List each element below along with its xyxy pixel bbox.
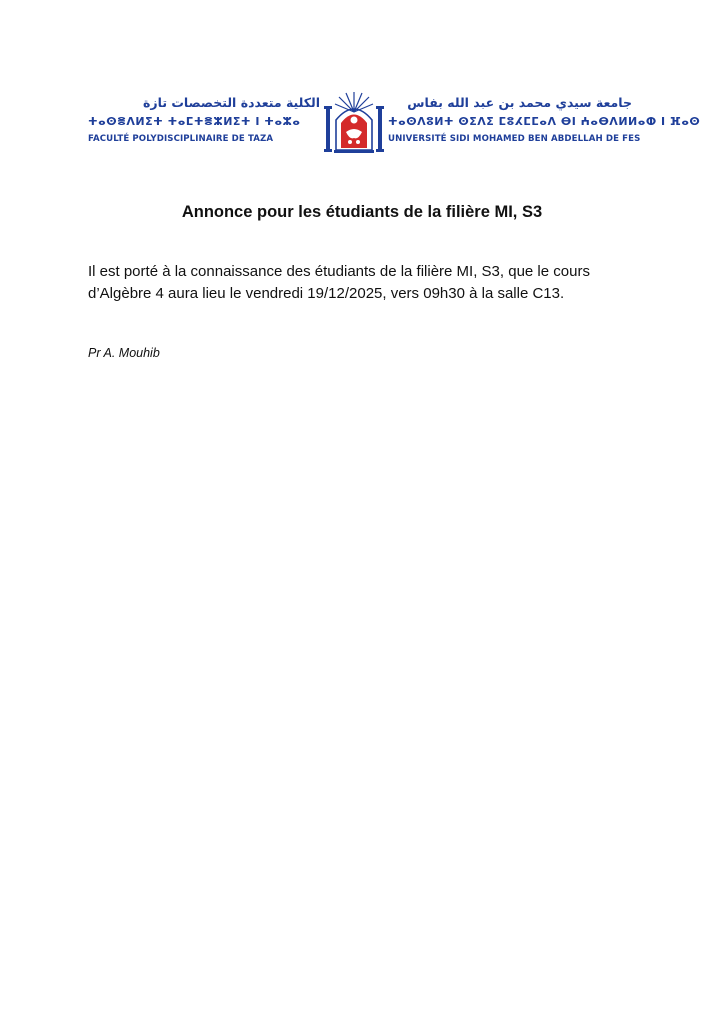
letterhead <box>88 90 701 154</box>
faculty-header <box>88 96 320 145</box>
university-crest-icon <box>324 90 384 154</box>
faculty-name-tifinagh: ⵜⴰⵙⴻⴷⵍⵉⵜ ⵜⴰⵎⵜⴻⵣⵍⵉⵜ ⵏ ⵜⴰⵣⴰ <box>88 115 301 128</box>
announcement-body <box>88 261 644 305</box>
announcement-title: Annonce pour les étudiants de la filière MI, S3 <box>181 203 543 221</box>
university-header <box>388 95 701 145</box>
faculty-name-latin: FACULTÉ POLYDISCIPLINAIRE DE TAZA <box>88 134 274 144</box>
announcement-paragraph-line-1: Il est porté à la connaissance des étudiants de la filière MI, S3, que le cours <box>88 263 590 280</box>
university-name-latin: UNIVERSITÉ SIDI MOHAMED BEN ABDELLAH DE FES <box>388 134 641 144</box>
faculty-name-arabic: الكلية متعددة التخصصات تازة <box>143 95 320 110</box>
university-name-arabic: جامعة سيدي محمد بن عبد الله بفاس <box>407 95 632 110</box>
announcement-paragraph-line-2: d’Algèbre 4 aura lieu le vendredi 19/12/2025, vers 09h30 à la salle C13. <box>88 285 565 302</box>
signature: Pr A. Mouhib <box>88 346 160 360</box>
university-name-tifinagh: ⵜⴰⵙⴷⵓⵍⵜ ⵙⵉⴷⵉ ⵎⵓⵃⵎⵎⴰⴷ ⴱⵏ ⵄⴰⴱⴷⵍⵍⴰⵀ ⵏ ⴼⴰⵙ <box>388 115 701 128</box>
